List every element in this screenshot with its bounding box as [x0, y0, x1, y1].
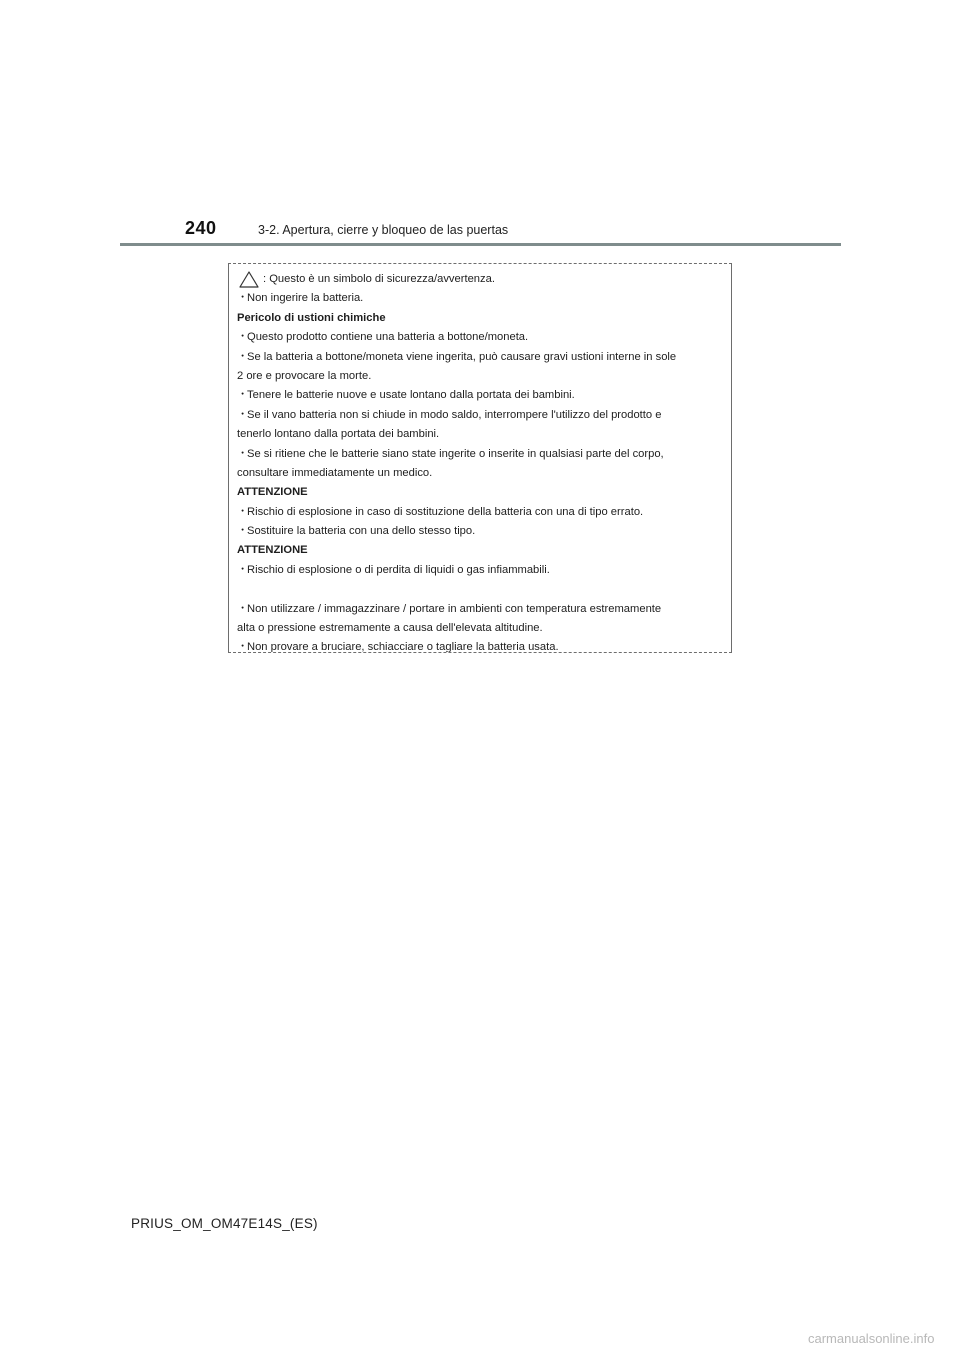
warning-line-text: Questo prodotto contiene una batteria a bottone/moneta.	[247, 331, 529, 344]
bullet-dot-icon: ・	[237, 389, 249, 402]
bullet-line	[237, 503, 731, 522]
bullet-dot-icon: ・	[237, 641, 249, 653]
warning-line-text: Se il vano batteria non si chiude in modo saldo, interrompere l'utilizzo del prodotto e	[247, 408, 662, 421]
continuation-line: alta o pressione estremamente a causa dell'elevata altitudine.	[237, 622, 543, 635]
header-rule	[120, 243, 841, 246]
warning-line-text: Rischio di esplosione in caso di sostituzione della batteria con una di tipo errato.	[247, 505, 644, 518]
bullet-line	[237, 561, 731, 580]
safety-symbol-line	[237, 270, 731, 289]
warning-line-text: Se si ritiene che le batterie siano state ingerite o inserite in qualsiasi parte del corpo,	[247, 447, 664, 460]
bullet-line	[237, 386, 731, 405]
bullet-line	[237, 289, 731, 308]
warning-line-text: : Questo è un simbolo di sicurezza/avvertenza.	[263, 273, 495, 285]
warning-line-text: Se la batteria a bottone/moneta viene ingerita, può causare gravi ustioni interne in sole	[247, 350, 677, 363]
warning-heading: ATTENZIONE	[237, 544, 308, 557]
bullet-line	[237, 600, 731, 619]
warning-heading: Pericolo di ustioni chimiche	[237, 311, 386, 324]
section-title: 3-2. Apertura, cierre y bloqueo de las puertas	[258, 223, 509, 237]
warning-triangle-icon	[239, 271, 259, 288]
warning-heading: ATTENZIONE	[237, 486, 308, 499]
bullet-line	[237, 348, 731, 367]
bullet-dot-icon: ・	[237, 408, 249, 421]
bullet-dot-icon: ・	[237, 350, 249, 363]
warning-line-text: Rischio di esplosione o di perdita di liquidi o gas infiammabili.	[247, 563, 550, 576]
warning-line-text: Tenere le batterie nuove e usate lontano dalla portata dei bambini.	[247, 389, 575, 402]
bullet-dot-icon: ・	[237, 563, 249, 576]
bullet-line	[237, 522, 731, 541]
continuation-line: tenerlo lontano dalla portata dei bambini.	[237, 428, 440, 441]
bullet-dot-icon: ・	[237, 331, 249, 344]
continuation-line: consultare immediatamente un medico.	[237, 466, 433, 479]
warning-line-text: Sostituire la batteria con una dello stesso tipo.	[247, 525, 476, 538]
bullet-dot-icon: ・	[237, 292, 249, 305]
watermark[interactable]: carmanualsonline.info	[808, 1331, 935, 1346]
continuation-line: 2 ore e provocare la morte.	[237, 369, 372, 382]
manual-code: PRIUS_OM_OM47E14S_(ES)	[131, 1216, 318, 1231]
warning-line-text: Non provare a bruciare, schiacciare o tagliare la batteria usata.	[247, 641, 559, 653]
warning-line-text: Non ingerire la batteria.	[247, 292, 364, 305]
bullet-dot-icon: ・	[237, 602, 249, 615]
page-number: 240	[185, 218, 217, 238]
bullet-line	[237, 406, 731, 425]
bullet-line	[237, 445, 731, 464]
bullet-line	[237, 638, 731, 653]
battery-warning-box	[228, 263, 732, 653]
warning-line-text: Non utilizzare / immagazzinare / portare in ambienti con temperatura estremamente	[247, 602, 662, 615]
bullet-dot-icon: ・	[237, 447, 249, 460]
bullet-dot-icon: ・	[237, 525, 249, 538]
bullet-line	[237, 328, 731, 347]
bullet-dot-icon: ・	[237, 505, 249, 518]
blank-line	[237, 580, 731, 599]
